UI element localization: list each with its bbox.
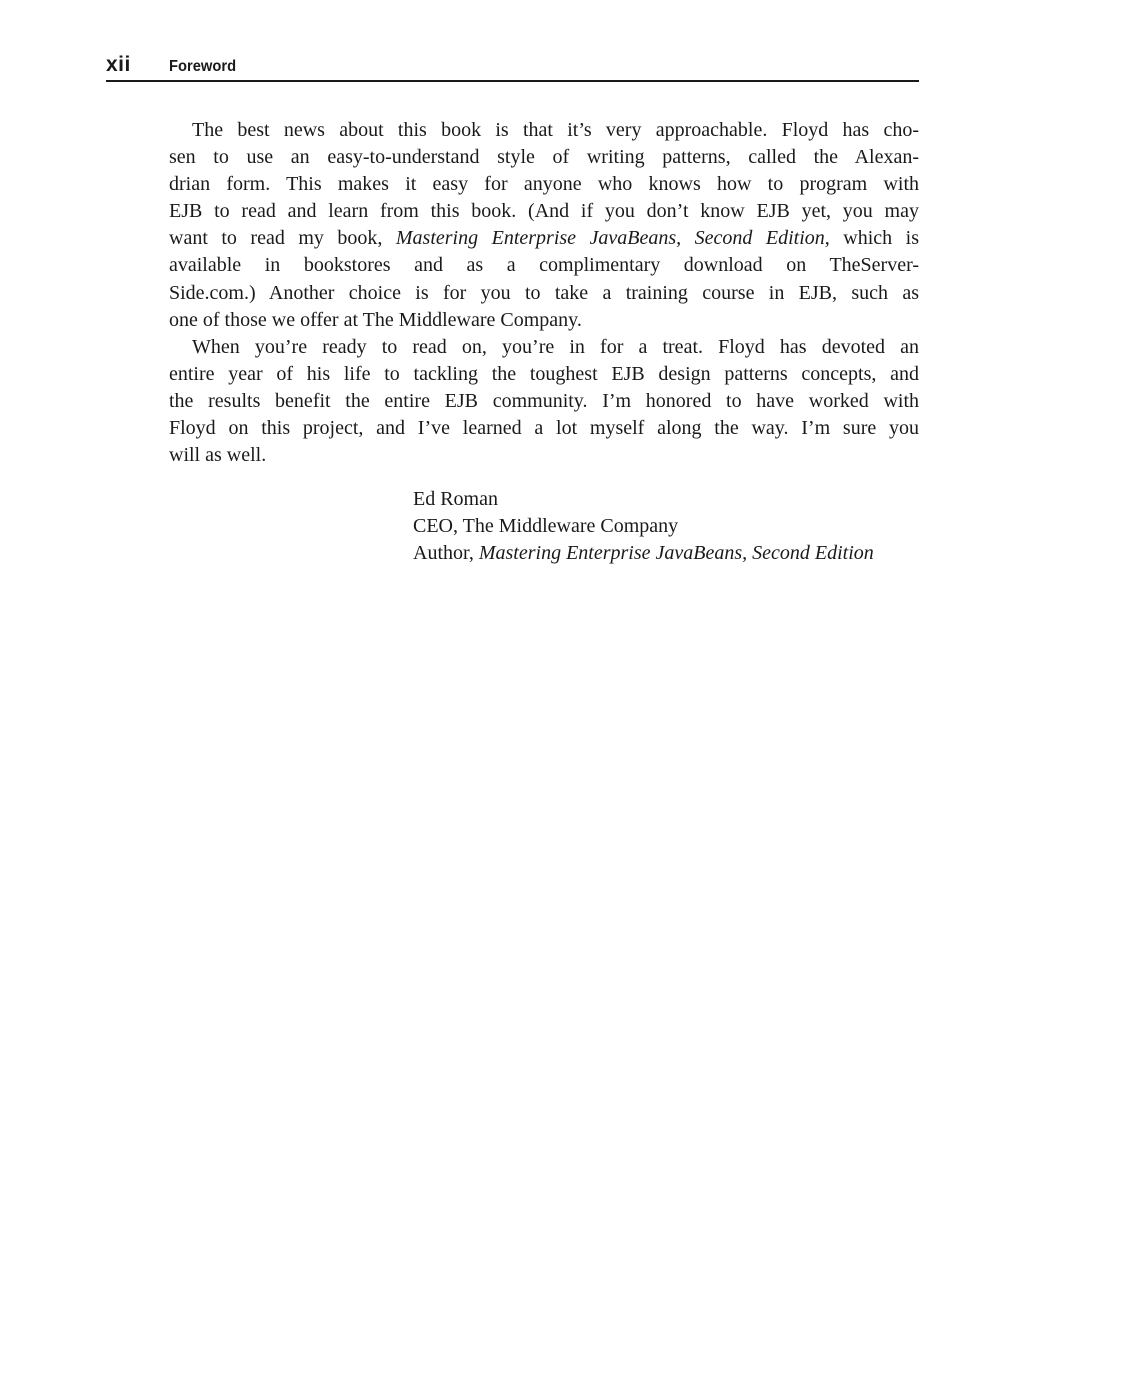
- text-run: When you’re ready to read on, you’re in for a treat. Floyd has devoted an: [192, 335, 919, 358]
- text-run: will as well.: [169, 444, 267, 467]
- text-run: sen to use an easy-to-understand style of writing patterns, called the Alexan-: [169, 146, 919, 169]
- text-line: [169, 171, 919, 198]
- text-run: want to read my book,: [169, 227, 396, 250]
- text-line: [169, 415, 919, 442]
- text-line: [169, 280, 919, 307]
- text-run: The best news about this book is that it’s very approachable. Floyd has cho-: [192, 119, 919, 141]
- signature-author-prefix: Author,: [413, 542, 479, 564]
- text-line: [169, 198, 919, 225]
- signature-name: Ed Roman: [413, 488, 498, 510]
- page-number: xii: [106, 53, 131, 76]
- text-line: [169, 307, 919, 334]
- signature-block: [413, 486, 874, 567]
- signature-title: CEO, The Middleware Company: [413, 515, 679, 537]
- text-line: [169, 144, 919, 171]
- paragraph-2: [169, 334, 919, 469]
- text-run: , which is: [824, 227, 920, 250]
- text-line: [169, 442, 919, 469]
- text-line: [169, 117, 919, 144]
- text-line: [169, 225, 919, 252]
- text-run: EJB to read and learn from this book. (And if you don’t know EJB yet, you may: [169, 200, 919, 223]
- text-run: one of those we offer at The Middleware Company.: [169, 308, 582, 331]
- text-line: [169, 361, 919, 388]
- text-line: [169, 334, 919, 361]
- text-line: [169, 388, 919, 415]
- signature-book-title: Mastering Enterprise JavaBeans, Second Edition: [478, 542, 874, 564]
- section-title: Foreword: [169, 58, 237, 75]
- running-head: [106, 52, 919, 82]
- signature-author-line: [413, 540, 874, 567]
- text-run: Side.com.) Another choice is for you to take a training course in EJB, such as: [169, 281, 919, 304]
- book-title: Mastering Enterprise JavaBeans, Second Edition: [395, 227, 825, 250]
- text-run: the results benefit the entire EJB community. I’m honored to have worked with: [169, 389, 919, 412]
- text-run: entire year of his life to tackling the toughest EJB design patterns concepts, and: [169, 362, 919, 385]
- text-run: available in bookstores and as a complimentary download on TheServer-: [169, 254, 919, 277]
- foreword-body: [169, 117, 919, 469]
- paragraph-1: [169, 117, 919, 334]
- text-run: drian form. This makes it easy for anyone who knows how to program with: [169, 173, 919, 196]
- text-run: Floyd on this project, and I’ve learned a lot myself along the way. I’m sure you: [169, 417, 919, 440]
- text-line: [169, 252, 919, 279]
